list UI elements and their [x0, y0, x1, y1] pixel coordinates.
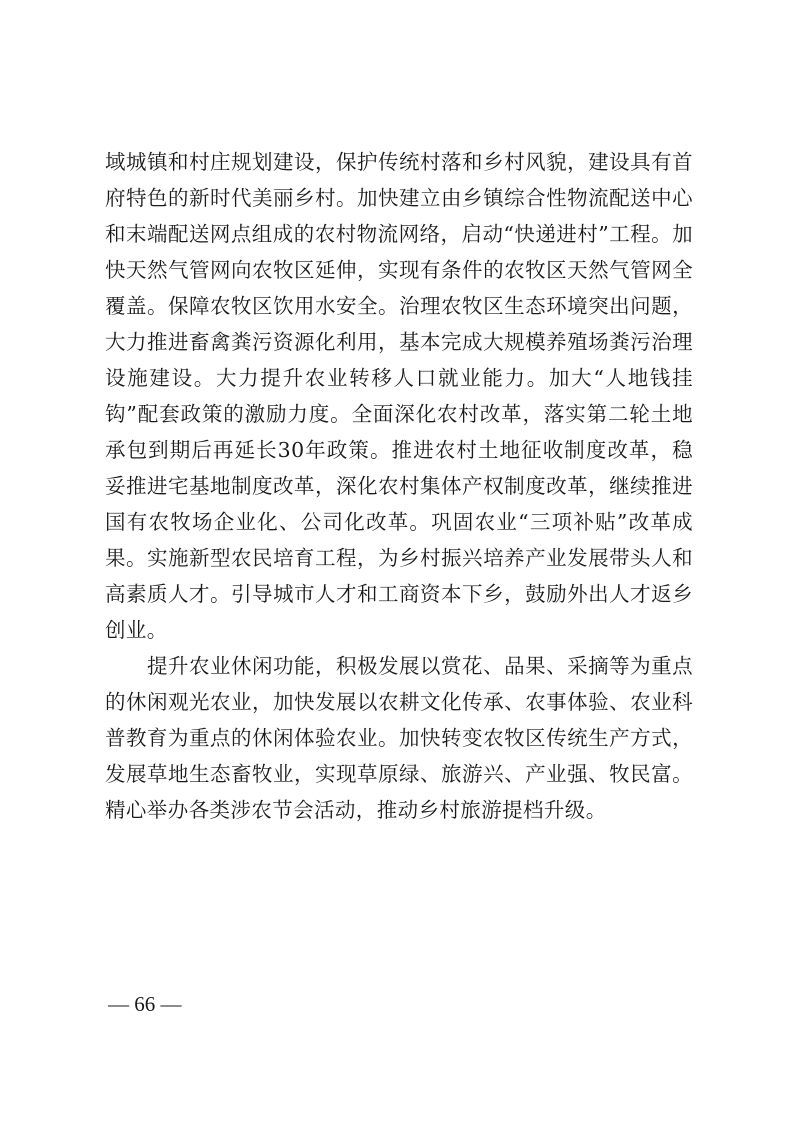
page-number: — 66 — [108, 992, 182, 1016]
paragraph-2: 提升农业休闲功能，积极发展以赏花、品果、采摘等为重点的休闲观光农业，加快发展以农耕文化传承、农事体验、农业科普教育为重点的休闲体验农业。加快转变农牧区传统生产方式，发展草地生态畜牧业，实现草原绿、旅游兴、产业强、牧民富。精心举办各类涉农节会活动，推动乡村旅游提档升级。 [105, 654, 693, 822]
body-text [105, 144, 693, 828]
paragraph-1: 域城镇和村庄规划建设，保护传统村落和乡村风貌，建设具有首府特色的新时代美丽乡村。加快建立由乡镇综合性物流配送中心和末端配送网点组成的农村物流网络，启动“快递进村”工程。加快天然气管网向农牧区延伸，实现有条件的农牧区天然气管网全覆盖。保障农牧区饮用水安全。治理农牧区生态环境突出问题，大力推进畜禽粪污资源化利用，基本完成大规模养殖场粪污治理设施建设。大力提升农业转移人口就业能力。加大“人地钱挂钩”配套政策的激励力度。全面深化农村改革，落实第二轮土地承包到期后再延长30年政策。推进农村土地征收制度改革，稳妥推进宅基地制度改革，深化农村集体产权制度改革，继续推进国有农牧场企业化、公司化改革。巩固农业“三项补贴”改革成果。实施新型农民培育工程，为乡村振兴培养产业发展带头人和高素质人才。引导城市人才和工商资本下乡，鼓励外出人才返乡创业。 [105, 150, 693, 642]
